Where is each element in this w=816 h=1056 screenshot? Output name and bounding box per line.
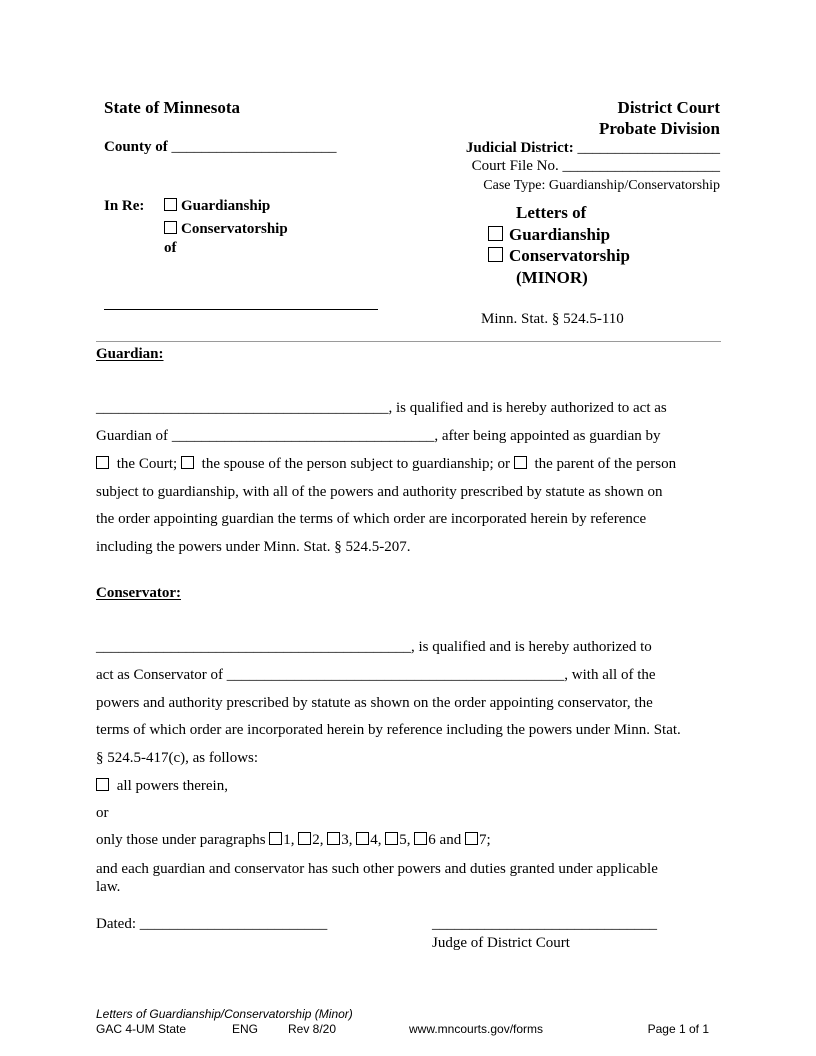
conservator-line-2 [96, 667, 656, 684]
paragraph-3-label: 3, [341, 832, 353, 848]
conservator-line-2-text: , with all of the [564, 667, 656, 683]
footer-page-number: Page 1 of 1 [647, 1022, 709, 1036]
guardian-line-2 [96, 428, 660, 445]
closing-line-1: and each guardian and conservator has such other powers and duties granted under applicable [96, 861, 658, 877]
guardian-line-6: including the powers under Minn. Stat. § 524.5-207. [96, 539, 411, 555]
letters-guardianship-option[interactable] [488, 225, 610, 245]
guardian-appointer-options [96, 456, 676, 473]
in-re-conservatorship-label: Conservatorship [181, 221, 288, 237]
county-label: County of [104, 139, 168, 155]
guardian-name-field[interactable]: _______________________________________ [96, 400, 389, 416]
appointer-court-checkbox[interactable] [96, 456, 109, 469]
paragraph-4-label: 4, [370, 832, 382, 848]
court-file-label: Court File No. [471, 158, 559, 174]
in-re-label: In Re: [104, 198, 145, 214]
guardian-line-1 [96, 400, 667, 417]
county-line [104, 139, 337, 156]
court-file-line [472, 158, 720, 175]
letters-conservatorship-option[interactable] [488, 246, 630, 266]
conservator-line-4: terms of which order are incorporated herein by reference including the powers under Minn. Stat. [96, 722, 681, 738]
dated-line [96, 916, 327, 933]
all-powers-option[interactable] [96, 778, 228, 795]
paragraph-3-checkbox[interactable] [327, 832, 340, 845]
guardian-heading: Guardian: [96, 346, 164, 362]
all-powers-checkbox[interactable] [96, 778, 109, 791]
paragraph-7-label: 7; [478, 832, 491, 848]
of-label: of [164, 240, 177, 256]
appointer-spouse-checkbox[interactable] [181, 456, 194, 469]
paragraph-6-label: 6 and [428, 832, 462, 848]
letters-conservatorship-label: Conservatorship [509, 246, 630, 265]
division-name: Probate Division [598, 119, 720, 138]
in-re-conservatorship-checkbox[interactable] [164, 221, 177, 234]
paragraph-2-checkbox[interactable] [298, 832, 311, 845]
paragraph-2-label: 2, [312, 832, 324, 848]
conservator-name-field[interactable]: __________________________________________ [96, 639, 411, 655]
protected-person-field[interactable]: _____________________________________________ [226, 667, 565, 683]
letters-minor-label: (MINOR) [516, 268, 588, 287]
state-title: State of Minnesota [104, 98, 240, 117]
respondent-name-line[interactable] [104, 309, 378, 310]
guardian-of-label: Guardian of [96, 428, 169, 444]
guardian-line-1-text: , is qualified and is hereby authorized to act as [388, 400, 667, 416]
conservator-line-1 [96, 639, 652, 656]
only-those-label: only those under paragraphs [96, 832, 266, 848]
paragraph-7-checkbox[interactable] [465, 832, 478, 845]
court-file-field[interactable]: _____________________ [562, 158, 720, 174]
guardian-line-2-text: , after being appointed as guardian by [434, 428, 661, 444]
case-type: Case Type: Guardianship/Conservatorship [483, 178, 720, 193]
paragraph-6-checkbox[interactable] [414, 832, 427, 845]
judge-label: Judge of District Court [432, 935, 570, 951]
in-re-guardianship-option[interactable] [164, 198, 270, 215]
conservator-of-label: act as Conservator of [96, 667, 224, 683]
judge-signature-field[interactable]: ______________________________ [432, 916, 657, 932]
paragraph-5-label: 5, [399, 832, 411, 848]
or-label: or [96, 805, 109, 821]
footer-website[interactable]: www.mncourts.gov/forms [409, 1022, 544, 1036]
letters-guardianship-label: Guardianship [509, 225, 611, 244]
dated-label: Dated: [96, 916, 136, 932]
paragraph-4-checkbox[interactable] [356, 832, 369, 845]
statute-citation: Minn. Stat. § 524.5-110 [481, 311, 624, 327]
footer-revision: Rev 8/20 [288, 1022, 337, 1036]
footer-language: ENG [232, 1022, 259, 1036]
paragraph-1-label: 1, [283, 832, 295, 848]
in-re-guardianship-label: Guardianship [181, 198, 271, 214]
footer-form-code: GAC 4-UM State [96, 1022, 187, 1036]
county-field[interactable]: ______________________ [171, 139, 337, 155]
judicial-district-field[interactable]: ___________________ [577, 140, 720, 156]
in-re-guardianship-checkbox[interactable] [164, 198, 177, 211]
all-powers-label: all powers therein, [116, 778, 228, 794]
conservator-line-3: powers and authority prescribed by statute as shown on the order appointing conservator, the [96, 695, 653, 711]
ward-name-field[interactable]: ___________________________________ [171, 428, 435, 444]
court-name: District Court [617, 98, 720, 117]
letters-of-title: Letters of [516, 203, 587, 222]
conservator-line-1-text: , is qualified and is hereby authorized to [411, 639, 652, 655]
appointer-spouse-label: the spouse of the person subject to guardianship; or [201, 456, 510, 472]
dated-field[interactable]: _________________________ [139, 916, 328, 932]
conservator-line-5: § 524.5-417(c), as follows: [96, 750, 259, 766]
guardian-line-4: subject to guardianship, with all of the powers and authority prescribed by statute as shown on [96, 484, 663, 500]
guardian-line-5: the order appointing guardian the terms of which order are incorporated herein by reference [96, 511, 647, 527]
appointer-court-label: the Court; [116, 456, 178, 472]
paragraph-options [96, 832, 491, 849]
appointer-parent-checkbox[interactable] [514, 456, 527, 469]
judicial-district-label: Judicial District: [465, 140, 574, 156]
appointer-parent-label: the parent of the person [534, 456, 677, 472]
in-re-conservatorship-option[interactable] [164, 221, 288, 238]
conservator-heading: Conservator: [96, 585, 181, 601]
header-divider [96, 341, 721, 342]
paragraph-5-checkbox[interactable] [385, 832, 398, 845]
letters-conservatorship-checkbox[interactable] [488, 247, 503, 262]
footer-form-title: Letters of Guardianship/Conservatorship (Minor) [96, 1007, 353, 1021]
closing-line-2: law. [96, 879, 121, 895]
paragraph-1-checkbox[interactable] [269, 832, 282, 845]
letters-guardianship-checkbox[interactable] [488, 226, 503, 241]
judicial-district-line [466, 140, 720, 157]
